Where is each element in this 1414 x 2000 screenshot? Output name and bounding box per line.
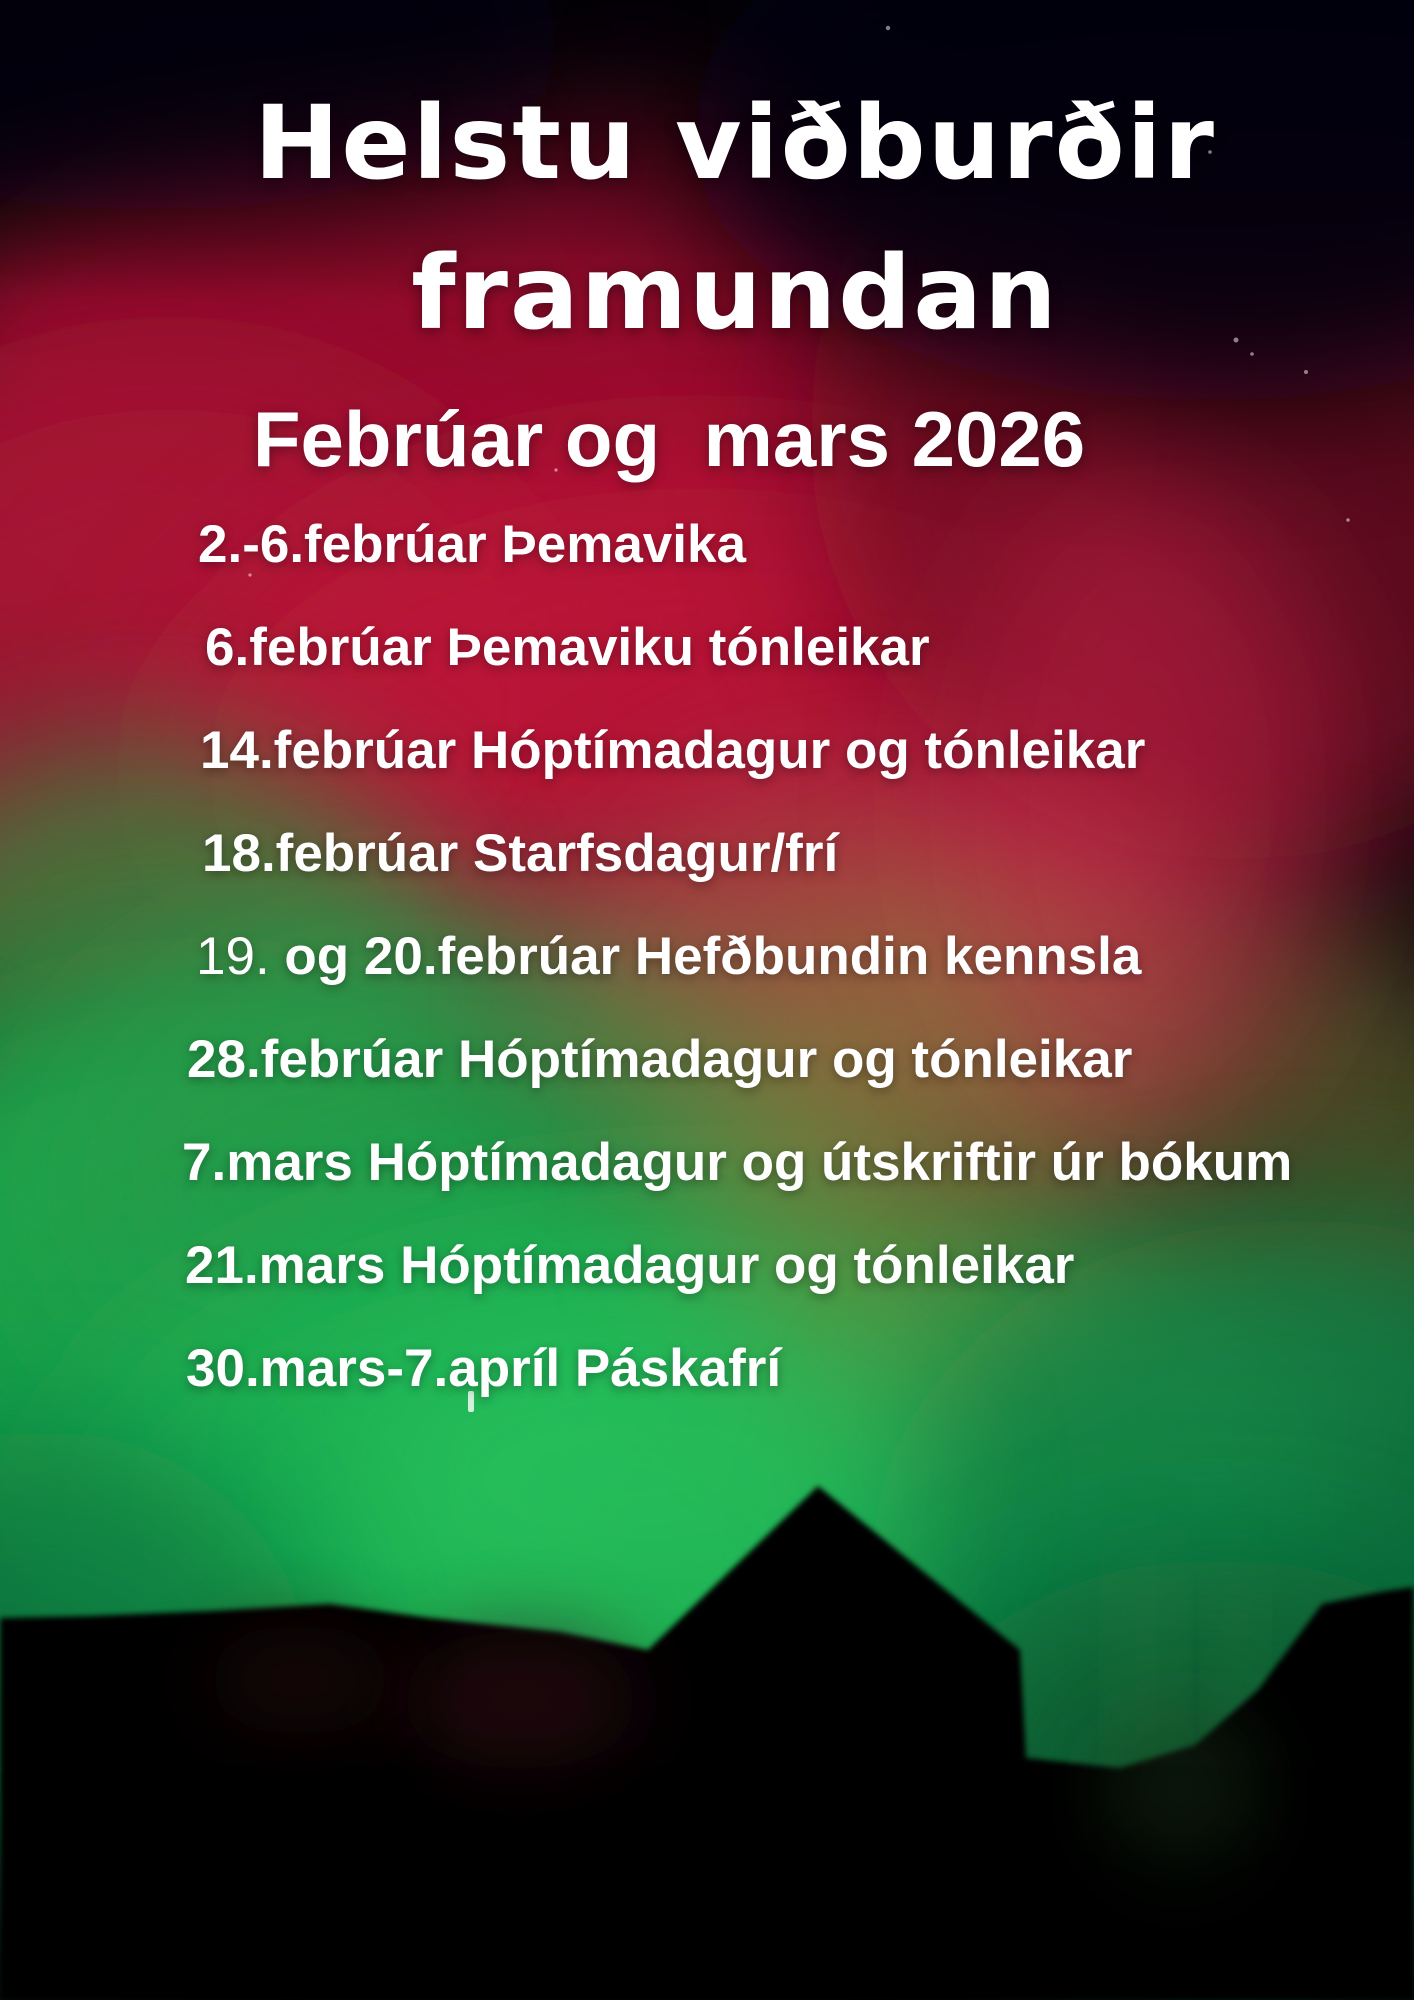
event-date-prefix: 19. <box>196 927 270 986</box>
event-list-item <box>0 596 1414 699</box>
event-text: 21.mars Hóptímadagur og tónleikar <box>185 1236 1075 1295</box>
event-text: og 20.febrúar Hefðbundin kennsla <box>269 927 1142 986</box>
event-text: 18.febrúar Starfsdagur/frí <box>202 824 839 883</box>
poster-title-line2: framundan <box>411 234 1059 353</box>
event-text: 7.mars Hóptímadagur og útskriftir úr bókum <box>182 1133 1293 1192</box>
event-text: 28.febrúar Hóptímadagur og tónleikar <box>187 1030 1133 1089</box>
event-list-item <box>0 1111 1414 1214</box>
event-list-item <box>0 1214 1414 1317</box>
event-list-item <box>0 802 1414 905</box>
event-text: 6.febrúar Þemaviku tónleikar <box>205 618 930 677</box>
event-text: 14.febrúar Hóptímadagur og tónleikar <box>200 721 1146 780</box>
event-list-item <box>0 493 1414 596</box>
poster-title-line1: Helstu viðburðir <box>254 84 1216 203</box>
event-text: 2.-6.febrúar Þemavika <box>198 515 746 574</box>
poster-title <box>28 69 1414 369</box>
event-list-item <box>0 905 1414 1008</box>
event-list-item <box>0 1317 1414 1420</box>
event-list-item <box>0 1008 1414 1111</box>
event-text: 30.mars-7.apríl Páskafrí <box>186 1339 782 1398</box>
poster-subtitle: Febrúar og mars 2026 <box>252 395 1086 483</box>
event-list-item <box>0 699 1414 802</box>
events-list <box>0 493 1414 1420</box>
